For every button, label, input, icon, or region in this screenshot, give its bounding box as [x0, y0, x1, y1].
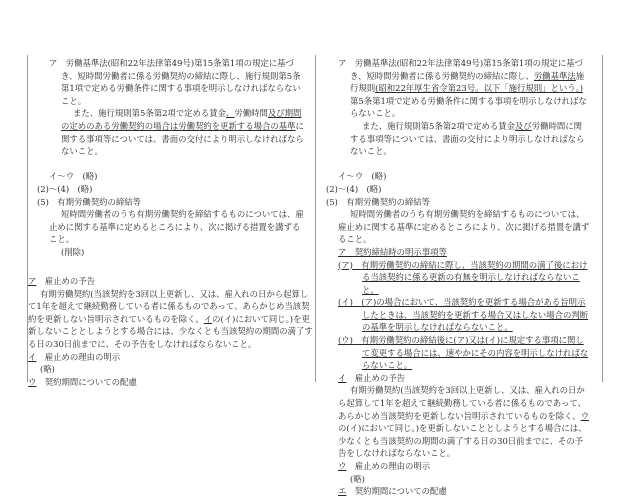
left-column-content [28, 57, 315, 387]
right-item-a: ア 労働基準法(昭和22年法律第49号)第15条第1項の規定に基づき、短時間労働者に係る労働契約の締結に際し、労働基準法施行規則(昭和22年厚生省令第23号。以下「施行規則」という。)第5条第1項で定める労働条件に関する事項を明示しなければならないこと。 [338, 58, 587, 119]
left-notice-marker: ア [28, 276, 37, 286]
left-item-5-body: 短時間労働者のうち有期労働契約を締結するものについては、雇止めに関する基準に定めるところにより、次に掲げる措置を講ずること。 [49, 209, 304, 245]
right-column-after [315, 55, 603, 497]
left-item-2-4: (2)～(4) (略) [37, 183, 93, 194]
right-period-heading: エ 契約期間についての配慮 [338, 486, 447, 497]
right-notice-heading: イ 雇止めの予告 [338, 372, 405, 383]
right-item-5-heading: (5) 有期労働契約の締結等 [326, 196, 430, 207]
left-column-before [27, 55, 316, 387]
left-item-a-paragraph-2: また、施行規則第5条第2項で定める賃金、労働時間及び期間の定めのある労働契約の場合は労働契約を更新する場合の基準に関する事項等については、書面の交付により明示しなければならないこと。 [61, 108, 304, 157]
left-item-iu: イ～ウ (略) [49, 171, 98, 182]
right-notice-body: 有期労働契約(当該契約を3回以上更新し、又は、雇入れの日から起算して1年を超えて継続勤務している者に係るものであって、あらかじめ当該契約を更新しない旨明示されているものを除く。ウの(イ)において同じ。)を更新しないこととしようとする場合には、少なくとも当該契約の期間の満了する日の30日前までに、その予告をしなければならないこと。 [338, 385, 590, 459]
left-item-a-marker: ア [49, 58, 58, 68]
left-item-a: ア 労働基準法(昭和22年法律第49号)第15条第1項の規定に基づき、短時間労働者に係る労働契約の締結に際し、施行規則第5条第1項で定める労働条件に関する事項を明示しなければならないこと。 [49, 58, 301, 106]
left-reason-body: (略) [40, 364, 55, 375]
right-reason-body: (略) [350, 473, 365, 484]
left-lower-section [28, 275, 315, 388]
right-explicit-item-2: (イ) (ア)の場合において、当該契約を更新する場合がある旨明示したときは、当該契約を更新する場合又はしない場合の判断の基準を明示しなければならないこと。 [338, 297, 589, 333]
right-item-5-body: 短時間労働者のうち有期労働契約を締結するものについては、雇止めに関する基準に定めるところにより、次に掲げる措置を講ずること。 [338, 209, 590, 245]
right-explicit-item-3: (ウ) 有期労働契約の締結後に(ア)又は(イ)に規定する事項に関して変更する場合には、速やかにその内容を明示しなければならないこと。 [338, 335, 589, 371]
left-notice-heading: ア 雇止めの予告 [28, 276, 95, 286]
right-explicit-item-1: (ア) 有期労働契約の締結に際し、当該契約の期間の満了後における当該契約に係る更新の有無を明示しなければならないこと。 [338, 259, 588, 295]
left-reason-heading: イ 雇止めの理由の明示 [28, 351, 121, 362]
right-explicit-heading: ア 契約締結時の明示事項等 [338, 246, 447, 257]
right-item-a-marker: ア [338, 58, 347, 68]
right-item-a-paragraph-2: また、施行規則第5条第2項で定める賃金及び労働時間に関する事項等については、書面の交付により明示しなければならないこと。 [350, 120, 585, 157]
left-deleted-note: (削除) [61, 246, 85, 257]
left-item-5-heading: (5) 有期労働契約の締結等 [37, 196, 141, 207]
right-column-content [315, 57, 602, 498]
left-notice-body: 有期労働契約(当該契約を3回以上更新し、又は、雇入れの日から起算して1年を超えて継続勤務している者に係るものであって、あらかじめ当該契約を更新しない旨明示されているものを除く。イの(イ)において同じ。)を更新しないこととしようとする場合には、少なくとも当該契約の期間の満了する日の30日前までに、その予告をしなければならないこと。 [28, 288, 313, 349]
right-item-2-4: (2)～(4) (略) [326, 183, 382, 194]
right-item-iu: イ～ウ (略) [338, 171, 387, 182]
left-period-heading: ウ 契約期間についての配慮 [28, 376, 137, 387]
right-reason-heading: ウ 雇止めの理由の明示 [338, 461, 431, 471]
